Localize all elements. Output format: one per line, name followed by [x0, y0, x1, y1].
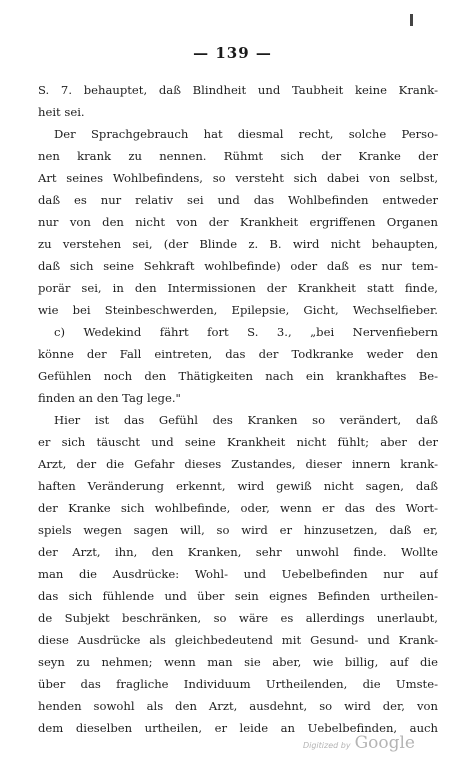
text-line: daß sich seine Sehkraft wohlbefinde) oder daß es nur tem-: [38, 259, 438, 273]
text-line: Der Sprachgebrauch hat diesmal recht, solche Perso-: [54, 127, 438, 141]
text-line: S. 7. behauptet, daß Blindheit und Taubheit keine Krank-: [38, 83, 438, 97]
text-line: porär sei, in den Intermissionen der Krankheit statt finde,: [38, 281, 438, 295]
text-line: de Subjekt beschränken, so wäre es allerdings unerlaubt,: [38, 611, 438, 625]
text-line: das sich fühlende und über sein eignes Befinden urtheilen-: [38, 589, 438, 603]
text-line: wie bei Steinbeschwerden, Epilepsie, Gicht, Wechselfieber.: [38, 303, 438, 317]
text-line: finden an den Tag lege.": [38, 391, 181, 405]
text-line: könne der Fall eintreten, das der Todkranke weder den: [38, 347, 438, 361]
google-logo: Google: [354, 733, 415, 753]
text-line: heit sei.: [38, 105, 85, 119]
watermark-prefix: Digitized by: [302, 741, 351, 750]
text-line: er sich täuscht und seine Krankheit nicht fühlt; aber der: [38, 435, 438, 449]
text-line: der Arzt, ihn, den Kranken, sehr unwohl finde. Wollte: [38, 545, 438, 559]
text-line: spiels wegen sagen will, so wird er hinzusetzen, daß er,: [38, 523, 438, 537]
text-line: henden sowohl als den Arzt, ausdehnt, so wird der, von: [38, 699, 438, 713]
text-line: nen krank zu nennen. Rühmt sich der Kranke der: [38, 149, 438, 163]
text-line: diese Ausdrücke als gleichbedeutend mit Gesund- und Krank-: [38, 633, 438, 647]
text-line: haften Veränderung erkennt, wird gewiß nicht sagen, daß: [38, 479, 438, 493]
text-line: über das fragliche Individuum Urtheilenden, die Umste-: [38, 677, 438, 691]
text-line: Art seines Wohlbefindens, so versteht sich dabei von selbst,: [38, 171, 438, 185]
text-line: nur von den nicht von der Krankheit ergriffenen Organen: [38, 215, 438, 229]
text-line: Gefühlen noch den Thätigkeiten nach ein krankhaftes Be-: [38, 369, 438, 383]
page-body-text: [38, 79, 438, 739]
page-corner-mark: [410, 14, 413, 26]
text-line: Hier ist das Gefühl des Kranken so verändert, daß: [54, 413, 438, 427]
text-line: der Kranke sich wohlbefinde, oder, wenn er das des Wort-: [38, 501, 438, 515]
text-line: man die Ausdrücke: Wohl- und Uebelbefinden nur auf: [38, 567, 438, 581]
text-line: zu verstehen sei, (der Blinde z. B. wird nicht behaupten,: [38, 237, 438, 251]
text-line: Arzt, der die Gefahr dieses Zustandes, dieser innern krank-: [38, 457, 438, 471]
text-line: c) Wedekind fährt fort S. 3., „bei Nervenfiebern: [54, 325, 438, 339]
page-number: — 139 —: [193, 44, 272, 62]
text-line: daß es nur relativ sei und das Wohlbefinden entweder: [38, 193, 438, 207]
text-line: seyn zu nehmen; wenn man sie aber, wie billig, auf die: [38, 655, 438, 669]
digitization-watermark: [303, 733, 415, 753]
text-line: dem dieselben urtheilen, er leide an Uebelbefinden, auch: [38, 721, 438, 735]
